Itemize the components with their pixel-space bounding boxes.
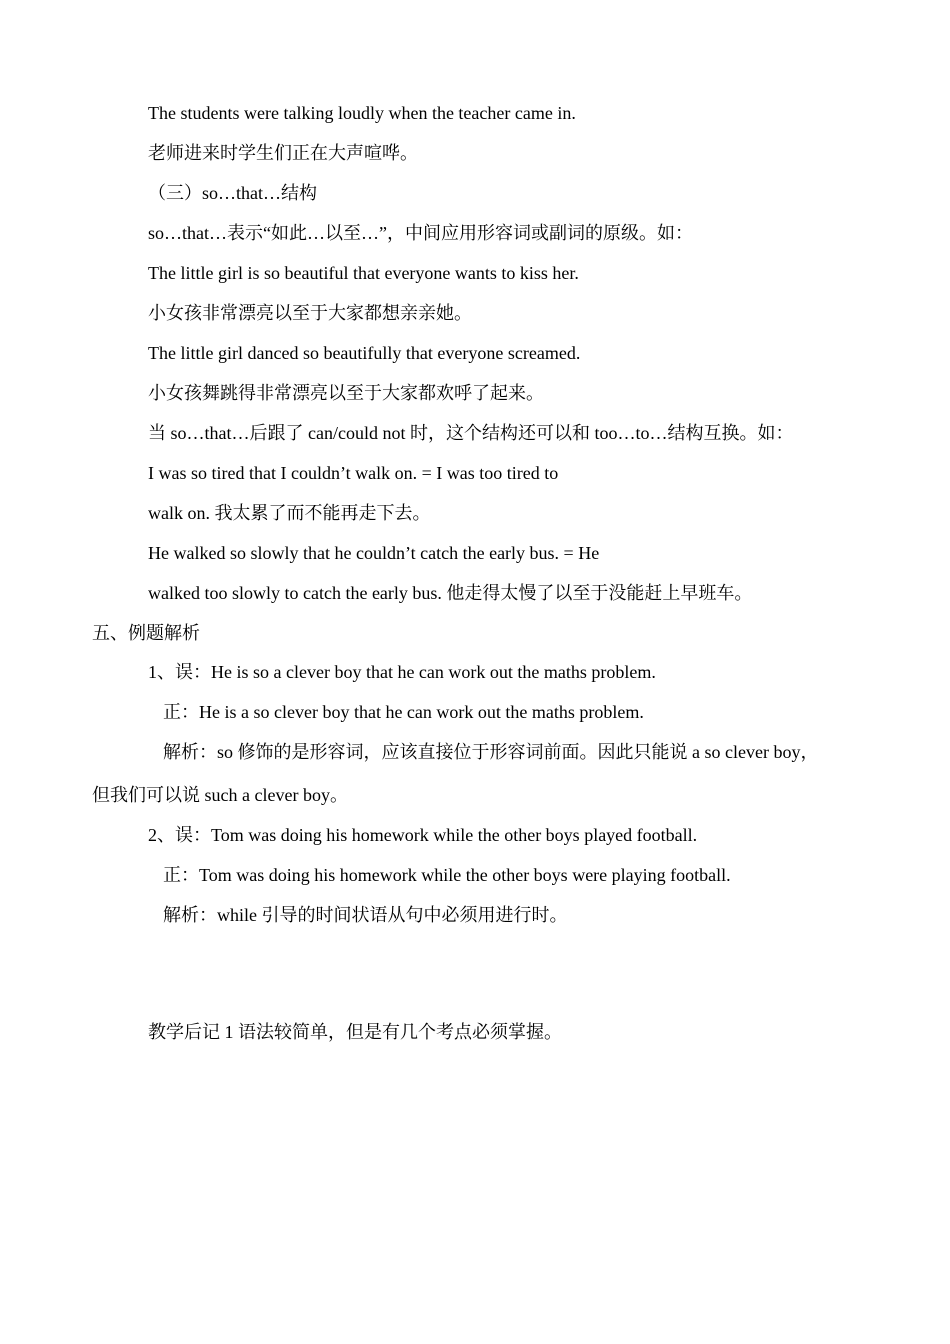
text-line: 正：He is a so clever boy that he can work out the maths problem. (163, 702, 644, 722)
text-line: walk on. 我太累了而不能再走下去。 (148, 503, 431, 523)
text-line: 1、误：He is so a clever boy that he can work out the maths problem. (148, 662, 656, 682)
text-line: 当 so…that…后跟了 can/could not 时，这个结构还可以和 too…to…结构互换。如： (148, 423, 794, 443)
text-line: 解析：so 修饰的是形容词，应该直接位于形容词前面。因此只能说 a so clever boy， (163, 742, 819, 762)
section-heading: 五、例题解析 (92, 623, 200, 643)
section-heading: （三）so…that…结构 (148, 183, 317, 203)
text-line: 教学后记 1 语法较简单，但是有几个考点必须掌握。 (148, 1022, 562, 1042)
text-line: 但我们可以说 such a clever boy。 (92, 785, 348, 805)
text-line: He walked so slowly that he couldn’t catch the early bus. = He (148, 543, 600, 563)
text-line: The students were talking loudly when the teacher came in. (148, 103, 576, 123)
text-line: 老师进来时学生们正在大声喧哗。 (148, 143, 418, 163)
text-line: 小女孩舞跳得非常漂亮以至于大家都欢呼了起来。 (148, 383, 544, 403)
text-line: 小女孩非常漂亮以至于大家都想亲亲她。 (148, 303, 472, 323)
text-line: 解析：while 引导的时间状语从句中必须用进行时。 (163, 905, 568, 925)
text-line: I was so tired that I couldn’t walk on. = I was too tired to (148, 463, 559, 483)
text-line: walked too slowly to catch the early bus. 他走得太慢了以至于没能赶上早班车。 (148, 583, 753, 603)
text-line: 正：Tom was doing his homework while the other boys were playing football. (163, 865, 731, 885)
text-line: so…that…表示“如此…以至…”，中间应用形容词或副词的原级。如： (148, 223, 693, 243)
text-line: The little girl is so beautiful that everyone wants to kiss her. (148, 263, 579, 283)
text-line: 2、误：Tom was doing his homework while the other boys played football. (148, 825, 698, 845)
text-line: The little girl danced so beautifully that everyone screamed. (148, 343, 581, 363)
